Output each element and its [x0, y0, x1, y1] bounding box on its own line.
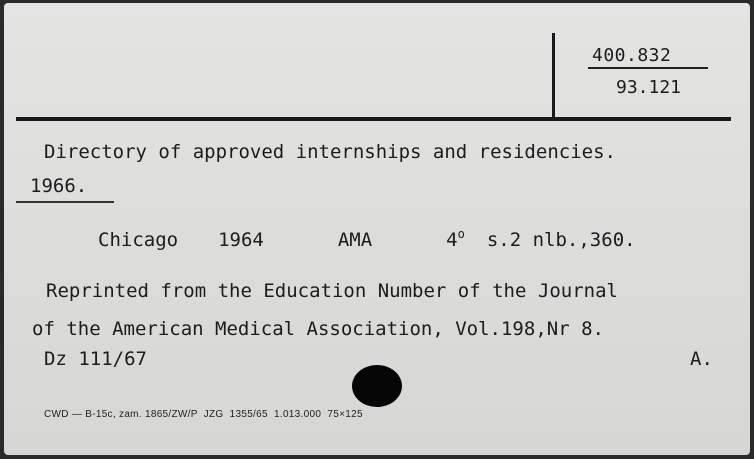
catalog-card: [4, 3, 750, 455]
imprint-line: [98, 229, 636, 251]
imprint-format: 4: [446, 229, 458, 251]
card-year: 1966.: [30, 175, 88, 197]
card-footer: CWD — B-15c, zam. 1865/ZW/P JZG 1355/65 1.013.000 75×125: [44, 409, 363, 420]
punch-hole: [352, 365, 402, 407]
card-mark: A.: [690, 348, 713, 370]
imprint-date: 1964: [218, 229, 264, 251]
accession-number: Dz 111/67: [44, 348, 147, 370]
year-underline: [16, 201, 114, 203]
call-number-bottom: 93.121: [616, 77, 682, 98]
card-title: Directory of approved internships and residencies.: [44, 141, 616, 163]
note-line-1: Reprinted from the Education Number of the Journal: [46, 280, 618, 302]
call-number-rule: [588, 67, 708, 69]
imprint-place: Chicago: [98, 229, 179, 251]
imprint-publisher: AMA: [337, 229, 373, 251]
header-rule: [16, 117, 731, 121]
call-number-top: 400.832: [592, 45, 672, 66]
imprint-format-sup: o: [457, 227, 465, 241]
note-line-2: of the American Medical Association, Vol.198,Nr 8.: [32, 318, 604, 340]
vertical-rule: [552, 33, 555, 117]
imprint-pages: s.2 nlb.,360.: [486, 229, 636, 251]
